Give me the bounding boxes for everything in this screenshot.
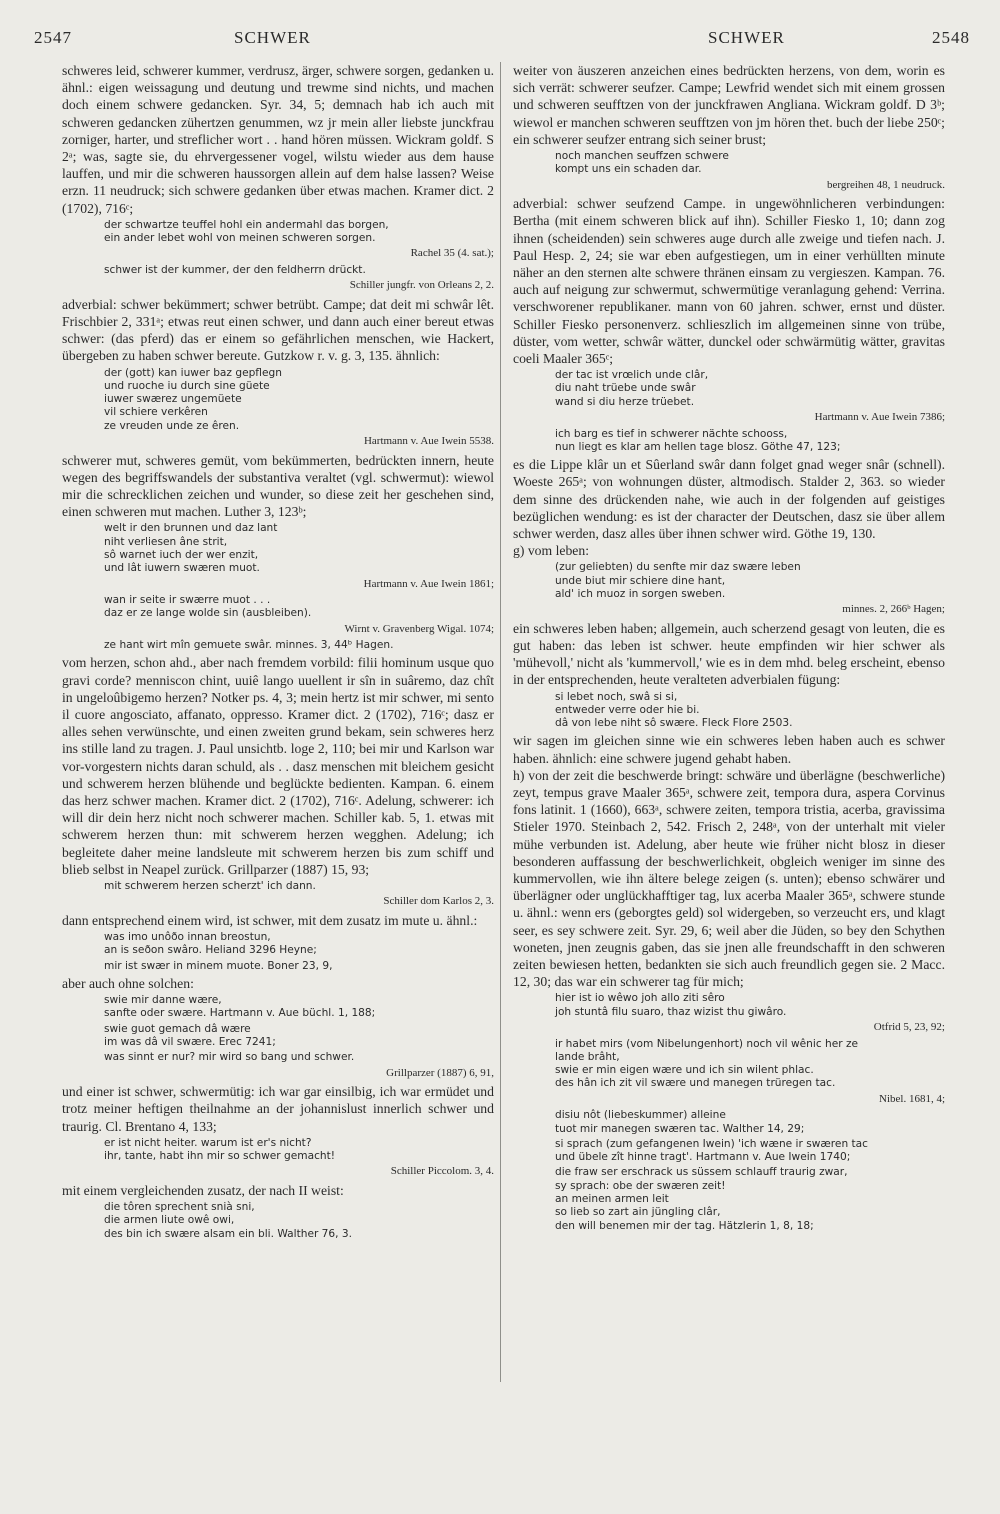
citation: Hartmann v. Aue Iwein 7386; [814,411,945,424]
quotation: ich barg es tief in schwerer nächte schooss, nun liegt es klar am hellen tage blosz. Göthe 47, 123; [555,427,841,453]
paragraph: weiter von äuszeren anzeichen eines bedrückten herzens, von dem, worin es sich verrät: schwerer seufzer. Campe; Lewfrid wendet sich mit einem grossen und schweren seufftzen von der junckfrawen Angliana. Wickram goldf. D 3ᵇ; wiewol er manchen schweren seufftzen von jm hören thet. buch der liebe 250ᶜ; ein schwerer seufzer entrang sich seiner brust; [513,63,945,147]
quotation: der (gott) kan iuwer baz gepflegn und ruoche iu durch sine güete iuwer swærez ungemüete vil schiere verkêren ze vreuden unde ze êren. [104,366,282,432]
quotation: wan ir seite ir swærre muot . . . daz er ze lange wolde sin (ausbleiben). [104,594,312,620]
headword-right: SCHWER [708,28,785,47]
right-column [513,62,945,1235]
quotation: swie guot gemach dâ wære im was dâ vil swære. Erec 7241; [104,1022,276,1049]
page-number-right: 2548 [932,28,970,47]
quotation: welt ir den brunnen und daz lant niht verliesen âne strit, sô warnet iuch der wer enzit, und lât iuwern swæren muot. [104,522,278,575]
citation: bergreihen 48, 1 neudruck. [826,178,945,191]
paragraph: schwerer mut, schweres gemüt, vom bekümmerten, bedrückten innern, heute wegen des begriffswandels der substantiva veraltet (vgl. schwermut): wiewol mir die schrecklichen zeichen und wunder, so diese zeit her geschehen sind, einen schweren mut machen. Luther 3, 123ᵇ; [62,452,494,520]
paragraph: g) vom leben: [513,543,590,559]
citation: Grillparzer (1887) 6, 91, [386,1066,494,1079]
quotation: si lebet noch, swâ si si, entweder verre oder hie bi. dâ von lebe niht sô swære. Fleck Flore 2503. [555,690,793,730]
paragraph: vom herzen, schon ahd., aber nach fremdem vorbild: filii hominum usque quo gravi corde? menniscon chint, uuiê lango uuellent ir sîn in suâremo, daz chît in ungeloûbigemo herzen? Notker ps. 4, 3; mein hertz ist mir schwer, mi sento il cuore angosciato, affanato, oppresso. Kramer dict. 2 (1702), 716ᶜ; dasz er alles sehen verwünschte, und einen zweiten grund bekam, sein schweres herz ins stille land zu tragen. J. Paul unsichtb. loge 2, 110; bei mir und Karlson war vor-vorgestern nichts daran schuld, als . . dasz menschen mit bleichem gesicht und schwerem herzen blühende und beglückte bedienten. Kampan. 6. einem das herz schwer machen. Kramer dict. 2 (1702), 716ᶜ. Adelung, schwerer: ich will dir dein herz nicht noch schwerer machen. Schiller kab. 5, 1. etwas mit schwerem herzen thun: mit schwerem herzen wegghen. Adelung; ich begleitete daher meine landsleute mit schwerem herzen bis zum schiff und blieb selbst in Neapel zurück. Grillparzer (1887) 15, 93; [62,655,494,877]
quotation: die tôren sprechent snià sni, die armen liute owê owi, des bin ich swære alsam ein bli. Walther 76, 3. [104,1201,353,1240]
left-column [62,62,494,1243]
quotation: noch manchen seuffzen schwere kompt uns ein schaden dar. [555,150,729,176]
quotation: swie mir danne wære, sanfte oder swære. Hartmann v. Aue büchl. 1, 188; [104,994,376,1020]
citation: Schiller jungfr. von Orleans 2, 2. [349,279,494,292]
paragraph: ein schweres leben haben; allgemein, auch scherzend gesagt von leuten, die es gut haben: das leben ist schwer. heute empfinden wir hier schwer als 'mühevoll,' nicht als 'kummervoll,' wie es in dem mhd. beleg erscheint, ebenso in der entsprechenden, heute veralteten adverbialen fügung: [513,620,945,688]
quotation: mit schwerem herzen scherzt' ich dann. [104,880,316,893]
citation: Wirnt v. Gravenberg Wigal. 1074; [344,622,494,635]
quotation: was sinnt er nur? mir wird so bang und schwer. [104,1051,355,1064]
paragraph: aber auch ohne solchen: [62,975,194,991]
quotation: ir habet mirs (vom Nibelungenhort) noch vil wênic her ze lande brâht, swie er min eigen wære und ich sin wilent phlac. des hân ich zit vil swære und manegen trüregen tac. [555,1037,859,1090]
quotation: die fraw ser erschrack us süssem schlauff traurig zwar, sy sprach: obe der swæren zeit! an meinen armen leit so lieb so zart ain jüngling clâr, den will benemen mir der tag. Hätzlerin 1, 8, 18; [555,1166,848,1232]
citation: Hartmann v. Aue Iwein 1861; [363,577,494,590]
citation: Schiller Piccolom. 3, 4. [390,1165,494,1178]
quotation: mir ist swær in minem muote. Boner 23, 9, [104,959,333,972]
page-header [34,20,970,60]
quotation: der schwartze teuffel hohl ein andermahl das borgen, ein ander lebet wohl von meinen schweren sorgen. [104,218,389,245]
paragraph: adverbial: schwer seufzend Campe. in ungewöhnlicheren verbindungen: Bertha (mit einem schweren blick auf ihn). Schiller Fiesko 1, 10; dann zog ihnen (scheidenden) sein schweres auge durch alle zweige und tiefen nach. J. Paul Hesp. 2, 24; sie war eben aufgestiegen, um in einer verhüllten minute näher an den sternen alte schwere thränen einsam zu vergieszen. Kampan. 76. auch auf neigung zur schwermut, schwermütige veranlagung gehend: Verrina. verschworener republikaner. mann von 60 jahren. schwer, ernst und düster. Schiller Fiesko personenverz. schlieszlich im allgemeinen sinne von trübe, düster, vom wetter, schwâr wätter, dunckel oder schwärmütig wätter, gravitas coeli Maaler 365ᶜ; [513,196,945,366]
citation: minnes. 2, 266ᵇ Hagen; [842,603,945,616]
paragraph: schweres leid, schwerer kummer, verdrusz, ärger, schwere sorgen, gedanken u. ähnl.: eigen weissagung und deutung und trewme sind nichts, und machen doch einem schwere gedancken. Syr. 34, 5; demnach hab ich auch mit schweren gedancken zühertzen genummen, wz jr mein aller liebste junckfrau zorniger, harter, und streflicher wort . . hand hören müssen. Wickram goldf. S 2ᵃ; was, sagte sie, du ehrvergessener vogel, wilstu wieder aus dem hause lauffen, und mir die schweren haussorgen allein auf dem halse lassen? Weise erzn. 11 neudruck; sich schwere gedanken über etwas machen. Kramer dict. 2 (1702), 716ᶜ; [62,63,494,216]
quotation: ze hant wirt mîn gemuete swâr. minnes. 3, 44ᵇ Hagen. [104,639,394,652]
quotation: si sprach (zum gefangenen Iwein) 'ich wæne ir swæren tac und übele zît hinne tragt'. Hartmann v. Aue Iwein 1740; [555,1137,868,1164]
headword-left: SCHWER [234,28,311,47]
quotation: disiu nôt (liebeskummer) alleine tuot mir manegen swæren tac. Walther 14, 29; [555,1109,805,1135]
column-divider [500,62,501,1382]
citation: Nibel. 1681, 4; [879,1092,945,1105]
quotation: hier ist io wêwo joh allo ziti sêro joh stuntâ filu suaro, thaz wizist thu giwâro. [555,992,787,1018]
paragraph: mit einem vergleichenden zusatz, der nach II weist: [62,1182,344,1198]
paragraph: dann entsprechend einem wird, ist schwer, mit dem zusatz im mute u. ähnl.: [62,912,478,928]
paragraph: es die Lippe klâr un et Sûerland swâr dann folget gnad weger snâr (schnell). Woeste 265ᵃ; von wohnungen düster, altmodisch. Stalder 2, 363. so wieder dem sinne des drückenden nahe, wie auch in der folgenden auf geistiges bezüglichen wendung: es ist der character der Deutschen, dasz sie über allem schwer werden, dasz alles über ihnen schwer wird. Göthe 19, 130. [513,457,945,541]
citation: Rachel 35 (4. sat.); [410,247,494,260]
citation: Schiller dom Karlos 2, 3. [383,895,494,908]
quotation: der tac ist vrœlich unde clâr, diu naht trüebe unde swâr wand si diu herze trüebet. [555,369,709,408]
paragraph: h) von der zeit die beschwerde bringt: schwäre und überlägne (beschwerliche) zeyt, tempus grave Maaler 365ᵃ, schwere zeit, tempora dura, aspera Corvinus fons latinit. 1 (1660), 663ᵃ, schwere zeiten, tempora tristia, acerba, gravissima Stieler 1970. Steinbach 2, 542. Frisch 2, 248ᵃ, von der unterhalt mit vieler mühe verbunden ist. Adelung, aber heute wie früher nicht blosz in dieser besonderen auffassung der beschwerlichkeit, obgleich weniger im sinne des kummervollen, wie ihn ältere belege zeigen (s. unten); ebenso schwärer und überlägner oder unglückhafftiger tag, lux acerba Maaler 365ᵃ, schwere stunde u. ähnl.: wenn ers (geborgtes geld) sol widergeben, so verzeucht ers, und klagt seer, es sey schwere zeit. Syr. 29, 6; weil aber die Jüden, so bey den Schythen woneten, jnen zeugnis gaben, das sie jnen alle freundschafft in den schweren zeiten bewiesen hetten, bedankten sie sich auch freundlich gegen sie. 2 Macc. 12, 30; das war ein schwerer tag für mich; [513,767,945,990]
quotation: schwer ist der kummer, der den feldherrn drückt. [104,263,366,276]
paragraph: adverbial: schwer bekümmert; schwer betrübt. Campe; dat deit mi schwâr lêt. Frischbier 2, 331ᵃ; etwas reut einen schwer, und dann auch einer bereut etwas schwer: (das pferd) das er einem so gefährlichen menschen, wie Hackert, übergeben zu haben schwer bereute. Gutzkow r. v. g. 3, 135. ähnlich: [62,296,494,364]
quotation: was imo unôðo innan breostun, an is seðon swâro. Heliand 3296 Heyne; [104,931,317,957]
paragraph: wir sagen im gleichen sinne wie ein schweres leben haben auch es schwer haben. ähnlich: eine schwere jugend gehabt haben. [513,733,945,766]
page-number-left: 2547 [34,28,72,47]
quotation: (zur geliebten) du senfte mir daz swære leben unde biut mir schiere dine hant, ald' ich muoz in sorgen sweben. [555,561,801,600]
paragraph: und einer ist schwer, schwermütig: ich war gar einsilbig, ich war ermüdet und trotz meiner heftigen theilnahme an der johannislust innerlich schwer und traurig. Cl. Brentano 4, 133; [62,1084,494,1134]
quotation: er ist nicht heiter. warum ist er's nicht? ihr, tante, habt ihn mir so schwer gemacht! [104,1136,336,1163]
citation: Hartmann v. Aue Iwein 5538. [363,435,494,448]
citation: Otfrid 5, 23, 92; [873,1021,945,1034]
